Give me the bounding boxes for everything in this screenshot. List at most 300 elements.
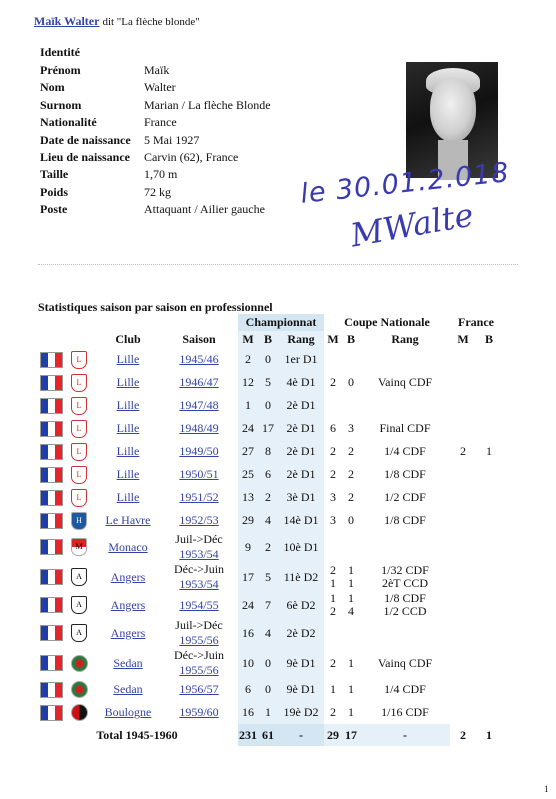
lille-crest-icon: L [71,489,87,507]
cup-round: 1/8 CDF [384,467,426,481]
total-cup-matches: 29 [324,724,342,746]
champ-matches: 10 [238,648,258,678]
champ-goals: 5 [258,562,278,592]
france-goals [476,417,502,440]
champ-rank: 2è D1 [278,463,324,486]
champ-goals: 0 [258,394,278,417]
lille-crest-icon: L [71,374,87,392]
club-link[interactable]: Sedan [113,655,143,670]
table-row [36,701,502,724]
cup-round: Vainq CDF [377,655,433,670]
france-flag-icon [40,539,63,555]
champ-goals: 17 [258,417,278,440]
france-flag-icon [40,682,63,698]
identity-value: Attaquant / Ailier gauche [144,202,265,217]
champ-rank: 2è D1 [278,394,324,417]
cup-goals-line: 4 [348,604,354,618]
table-row [36,440,502,463]
cup-goals-line: 1 [348,591,354,605]
player-nickname: dit "La flèche blonde" [102,16,200,28]
cup-matches [324,532,342,562]
flag-cell [36,371,96,394]
identity-value: Marian / La flèche Blonde [144,97,271,112]
france-flag-icon [40,625,63,641]
cup-round [360,532,450,562]
page-header [34,14,200,29]
flag-cell [36,562,96,592]
club-link[interactable]: Lille [116,444,140,458]
champ-matches: 25 [238,463,258,486]
season-cell [160,678,238,701]
season-note: Déc->Juin [173,648,225,662]
cup-matches: 2 [330,655,336,670]
france-caps [450,463,476,486]
club-column-header: Club [115,332,141,346]
cup-round-line: 1/2 CCD [383,604,427,618]
season-link[interactable]: 1953/54 [179,547,219,561]
cup-goals: 1 [348,682,354,696]
total-cup-goals: 17 [342,724,360,746]
club-link[interactable]: Lille [116,421,140,435]
club-link[interactable]: Lille [116,467,140,481]
cup-matches: 2 [330,375,336,389]
cup-round: Final CDF [379,421,431,435]
season-cell [160,592,238,618]
identity-row [40,79,176,96]
france-caps [450,678,476,701]
season-note: Déc->Juin [173,562,225,576]
cup-matches: 6 [330,421,336,435]
champ-goals: 2 [258,486,278,509]
flag-cell [36,701,96,724]
table-row [36,678,502,701]
flag-cell [36,592,96,618]
total-label: Total 1945-1960 [96,727,178,742]
page-number: 1 [544,784,549,794]
season-link[interactable]: 1951/52 [179,490,219,504]
identity-label: Poste [40,202,68,217]
table-row [36,618,502,648]
flag-cell [36,618,96,648]
season-link[interactable]: 1946/47 [179,375,219,389]
flag-cell [36,463,96,486]
identity-label: Nationalité [40,115,97,130]
champ-rank: 1er D1 [278,348,324,371]
angers-crest-icon: A [71,596,87,614]
france-caps [450,394,476,417]
season-cell [160,532,238,562]
identity-row [40,62,169,79]
cup-goals: 1 [348,705,354,719]
france-flag-icon [40,569,63,585]
cup-matches-line: 1 [330,591,336,605]
france-flag-icon [40,597,63,613]
identity-value: Walter [144,80,176,95]
table-row [36,532,502,562]
champ-goals: 0 [258,348,278,371]
section-divider [38,264,518,265]
france-caps [450,592,476,618]
champ-goals: 6 [258,463,278,486]
total-france-caps: 2 [460,727,466,742]
identity-label: Surnom [40,97,82,112]
boulogne-crest-icon [71,704,88,721]
total-champ-rank: - [278,724,324,746]
champ-matches: 29 [238,509,258,532]
cup-goals [342,532,360,562]
cup-rang-header: Rang [391,332,419,346]
france-goals [476,678,502,701]
cup-matches: 2 [330,467,336,481]
france-flag-icon [40,444,63,460]
flag-cell [36,532,96,562]
cup-goals [342,348,360,371]
lille-crest-icon: L [71,351,87,369]
france-flag-icon [40,352,63,368]
cup-round: Vainq CDF [377,375,433,389]
table-row [36,592,502,618]
season-cell [160,394,238,417]
season-link[interactable]: 1953/54 [179,577,219,591]
lille-crest-icon: L [71,443,87,461]
cup-round: 1/8 CDF [384,513,426,527]
identity-value: France [144,115,177,130]
cup-round [360,562,450,592]
coupe-header: Coupe Nationale [344,315,430,329]
club-link[interactable]: Boulogne [104,705,152,719]
cup-goals: 0 [348,375,354,389]
handwritten-signature: MWalte [347,195,477,255]
identity-value: Carvin (62), France [144,150,239,164]
season-cell [160,371,238,394]
photo-face [430,78,476,142]
season-cell [160,486,238,509]
cup-matches-line: 2 [330,604,336,618]
champ-rang-header: Rang [278,331,324,348]
champ-matches: 12 [238,371,258,394]
flag-cell [36,678,96,701]
cup-matches-line: 1 [330,576,336,590]
france-flag-icon [40,375,63,391]
france-goals [476,509,502,532]
identity-label: Date de naissance [40,132,131,147]
identity-row [40,166,177,183]
cup-matches-line: 2 [330,563,336,577]
flag-cell [36,486,96,509]
france-header: France [458,315,494,329]
havre-crest-icon: H [71,512,87,530]
champ-b-header: B [258,331,278,348]
flag-cell [36,440,96,463]
champ-goals: 5 [258,371,278,394]
champ-rank: 19è D2 [278,701,324,724]
france-goals [476,371,502,394]
club-link[interactable]: Lille [116,490,140,504]
champ-matches: 24 [238,592,258,618]
season-link[interactable]: 1947/48 [179,398,219,412]
cup-round: 1/4 CDF [384,682,426,696]
cup-round-line: 2èT CCD [381,576,429,590]
france-caps [450,417,476,440]
identity-row [40,149,238,166]
champ-matches: 17 [238,562,258,592]
cup-goals [342,592,360,618]
club-link[interactable]: Lille [116,352,140,366]
champ-goals: 1 [258,701,278,724]
identity-value: Maïk [144,63,170,77]
cup-round: 1/2 CDF [384,490,426,504]
stats-group-header [36,314,502,331]
cup-goals: 0 [348,513,354,527]
cup-matches: 3 [330,490,336,504]
identity-value: 72 kg [144,184,171,199]
flag-cell [36,348,96,371]
france-goals [476,532,502,562]
lille-crest-icon: L [71,397,87,415]
flag-cell [36,648,96,678]
france-m-header: M [457,332,469,346]
champ-goals: 4 [258,509,278,532]
championnat-header: Championnat [238,314,324,331]
identity-row [40,184,171,201]
table-row [36,648,502,678]
france-caps: 2 [460,444,466,458]
champ-matches: 1 [238,394,258,417]
season-cell [160,509,238,532]
cup-b-header: B [346,332,355,346]
champ-matches: 9 [238,532,258,562]
france-flag-icon [40,467,63,483]
cup-goals: 3 [348,421,354,435]
france-flag-icon [40,490,63,506]
cup-goals: 2 [348,444,354,458]
france-caps [450,509,476,532]
champ-matches: 24 [238,417,258,440]
champ-matches: 16 [238,701,258,724]
cup-goals-line: 1 [348,563,354,577]
france-caps [450,532,476,562]
cup-goals [342,562,360,592]
cup-goals: 2 [348,490,354,504]
france-goals [476,618,502,648]
angers-crest-icon: A [71,568,87,586]
france-caps [450,701,476,724]
table-row [36,509,502,532]
champ-matches: 27 [238,440,258,463]
sedan-crest-icon [71,655,88,672]
champ-goals: 4 [258,618,278,648]
france-goals [476,592,502,618]
season-note: Juil->Déc [175,618,223,632]
france-goals [476,562,502,592]
france-goals [476,463,502,486]
lille-crest-icon: L [71,466,87,484]
cup-matches: 2 [330,444,336,458]
monaco-crest-icon: M [71,538,87,556]
champ-rank: 2è D1 [278,417,324,440]
champ-goals: 7 [258,592,278,618]
identity-label: Lieu de naissance [40,150,131,164]
identity-label: Nom [40,80,65,95]
france-flag-icon [40,513,63,529]
season-cell [160,463,238,486]
france-goals [476,648,502,678]
identity-label: Prénom [40,63,81,77]
france-goals: 1 [486,444,492,458]
identity-row [40,132,199,149]
season-link[interactable]: 1949/50 [179,444,219,458]
table-row [36,348,502,371]
champ-rank: 3è D1 [278,486,324,509]
champ-goals: 0 [258,678,278,701]
champ-goals: 0 [258,648,278,678]
identity-value: 5 Mai 1927 [144,132,200,147]
champ-goals: 8 [258,440,278,463]
club-link[interactable]: Angers [110,597,146,612]
lille-crest-icon: L [71,420,87,438]
table-row [36,394,502,417]
champ-rank: 6è D2 [278,592,324,618]
france-goals [476,348,502,371]
season-cell [160,701,238,724]
season-cell [160,648,238,678]
cup-round-line: 1/32 CDF [381,563,429,577]
total-champ-matches: 231 [238,724,258,746]
season-note: Juil->Déc [175,532,223,546]
cup-matches: 3 [330,513,336,527]
cup-round: 1/16 CDF [381,705,429,719]
identity-label: Poids [40,184,69,199]
france-flag-icon [40,705,63,721]
club-link[interactable]: Angers [110,569,146,584]
season-cell [160,562,238,592]
cup-goals [342,394,360,417]
table-row [36,371,502,394]
france-goals [476,701,502,724]
season-column-header: Saison [182,332,216,346]
season-cell [160,348,238,371]
france-caps [450,486,476,509]
champ-rank: 14è D1 [278,509,324,532]
season-link[interactable]: 1954/55 [179,597,219,612]
france-goals [476,394,502,417]
champ-rank: 4è D1 [278,371,324,394]
champ-matches: 13 [238,486,258,509]
champ-matches: 16 [238,618,258,648]
cup-round [360,618,450,648]
france-flag-icon [40,655,63,671]
cup-goals: 1 [348,655,354,670]
cup-matches [324,394,342,417]
identity-row [40,114,177,131]
total-cup-round: - [360,724,450,746]
identity-label: Taille [40,167,69,182]
cup-goals: 2 [348,467,354,481]
cup-round [360,348,450,371]
total-france-goals: 1 [486,727,492,742]
cup-round [360,394,450,417]
france-goals [476,486,502,509]
champ-m-header: M [238,331,258,348]
france-caps [450,618,476,648]
club-link[interactable]: Lille [116,375,140,389]
season-link[interactable]: 1948/49 [179,421,219,435]
club-link[interactable]: Monaco [108,539,148,554]
france-caps [450,562,476,592]
identity-value: 1,70 m [144,167,178,182]
champ-rank: 9è D1 [278,648,324,678]
angers-crest-icon: A [71,624,87,642]
season-link[interactable]: 1945/46 [179,352,219,366]
season-cell [160,417,238,440]
cup-matches: 2 [330,705,336,719]
cup-matches [324,592,342,618]
france-flag-icon [40,421,63,437]
flag-cell [36,394,96,417]
table-row [36,486,502,509]
france-b-header: B [484,332,493,346]
champ-rank: 9è D1 [278,678,324,701]
cup-matches [324,618,342,648]
france-caps [450,348,476,371]
cup-goals-line: 1 [348,576,354,590]
season-cell [160,440,238,463]
season-link[interactable]: 1952/53 [179,513,219,527]
sedan-crest-icon [71,681,88,698]
champ-rank: 2è D2 [278,618,324,648]
total-row [36,724,502,746]
season-link[interactable]: 1959/60 [179,705,219,719]
stats-column-header [36,331,502,348]
season-link[interactable]: 1956/57 [179,682,219,696]
club-link[interactable]: Sedan [113,682,143,696]
club-link[interactable]: Angers [110,625,146,640]
cup-round: 1/4 CDF [384,444,426,458]
table-row [36,417,502,440]
club-link[interactable]: Lille [116,398,140,412]
cup-round [360,592,450,618]
season-link[interactable]: 1950/51 [179,467,219,481]
france-caps [450,371,476,394]
club-link[interactable]: Le Havre [105,513,151,527]
season-link[interactable]: 1955/56 [179,633,219,647]
stats-table [36,314,502,746]
season-cell [160,618,238,648]
champ-rank: 11è D2 [278,562,324,592]
cup-matches [324,348,342,371]
identity-row [40,201,265,218]
champ-goals: 2 [258,532,278,562]
cup-m-header: M [327,332,339,346]
total-champ-goals: 61 [258,724,278,746]
flag-cell [36,509,96,532]
table-row [36,463,502,486]
player-name-link[interactable]: Maïk Walter [34,14,100,28]
table-row [36,562,502,592]
handwritten-date: le 30.01.2.018 [298,157,511,210]
stats-title: Statistiques saison par saison en professionnel [38,300,273,314]
season-link[interactable]: 1955/56 [179,663,219,677]
flag-cell [36,417,96,440]
identity-row [40,97,271,114]
identity-title: Identité [40,45,80,59]
france-caps [450,648,476,678]
france-flag-icon [40,398,63,414]
champ-rank: 2è D1 [278,440,324,463]
champ-matches: 2 [238,348,258,371]
cup-goals [342,618,360,648]
cup-round-line: 1/8 CDF [384,591,426,605]
